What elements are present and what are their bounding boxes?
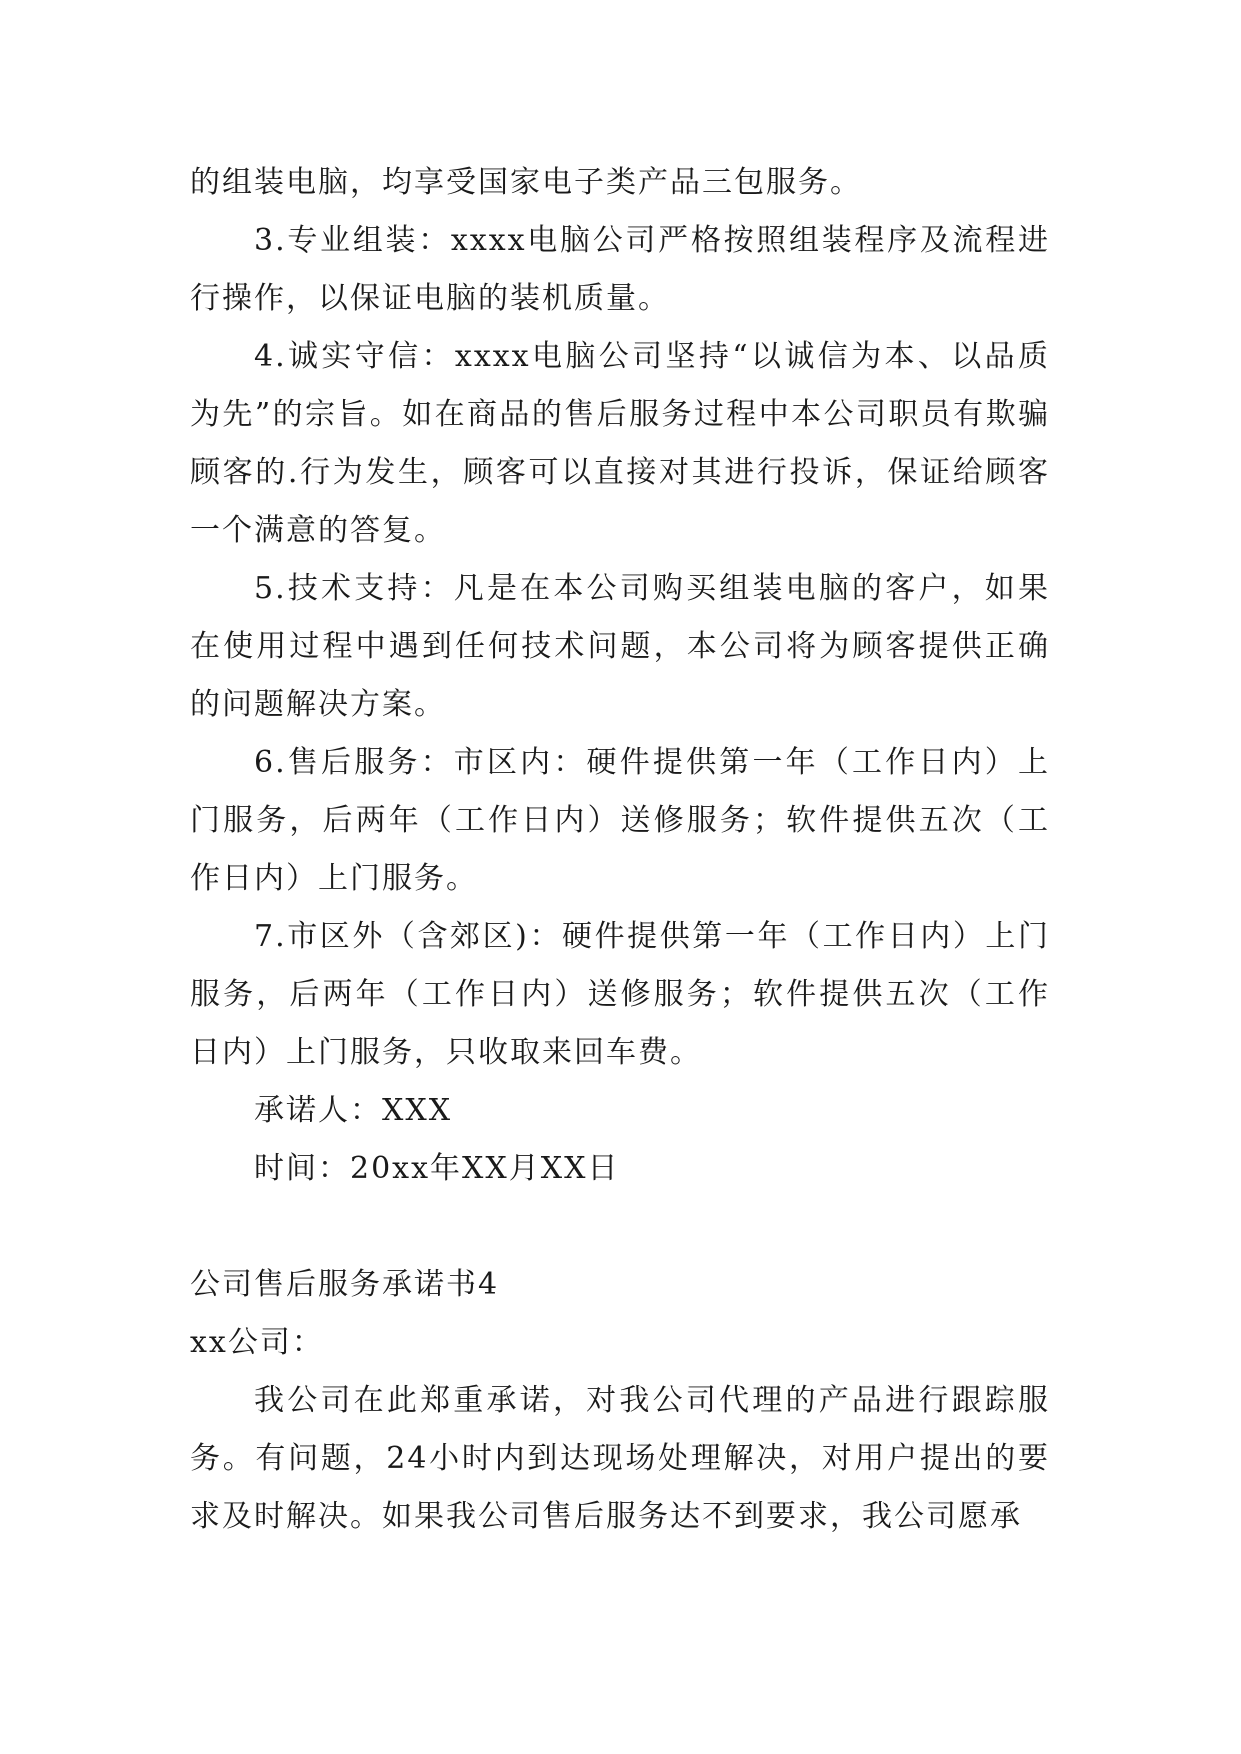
- date-line: 时间：20xx年XX月XX日: [254, 1151, 620, 1186]
- paragraph-item-4: 4.诚实守信：xxxx电脑公司坚持“以诚信为本、以品质为先”的宗旨。如在商品的售后服务过程中本公司职员有欺骗顾客的.行为发生，顾客可以直接对其进行投诉，保证给顾客一个满意的答复。: [190, 339, 1050, 548]
- promisor-line: 承诺人：XXX: [254, 1093, 453, 1128]
- paragraph-item-7: 7.市区外（含郊区)：硬件提供第一年（工作日内）上门服务，后两年（工作日内）送修服务；软件提供五次（工作日内）上门服务，只收取来回车费。: [190, 919, 1050, 1070]
- paragraph-continuation: 的组装电脑，均享受国家电子类产品三包服务。: [190, 165, 862, 200]
- paragraph-item-5: 5.技术支持：凡是在本公司购买组装电脑的客户，如果在使用过程中遇到任何技术问题，本公司将为顾客提供正确的问题解决方案。: [190, 571, 1050, 722]
- paragraph-item-6: 6.售后服务：市区内：硬件提供第一年（工作日内）上门服务，后两年（工作日内）送修服务；软件提供五次（工作日内）上门服务。: [190, 745, 1050, 896]
- document-content: [190, 154, 1050, 1546]
- section-spacer: [190, 1198, 1050, 1256]
- section-title: 公司售后服务承诺书4: [190, 1267, 500, 1302]
- paragraph-item-3: 3.专业组装：xxxx电脑公司严格按照组装程序及流程进行操作，以保证电脑的装机质量。: [190, 223, 1050, 316]
- salutation: xx公司：: [190, 1325, 324, 1360]
- section-body: 我公司在此郑重承诺，对我公司代理的产品进行跟踪服务。有问题，24小时内到达现场处理解决，对用户提出的要求及时解决。如果我公司售后服务达不到要求，我公司愿承: [190, 1383, 1050, 1534]
